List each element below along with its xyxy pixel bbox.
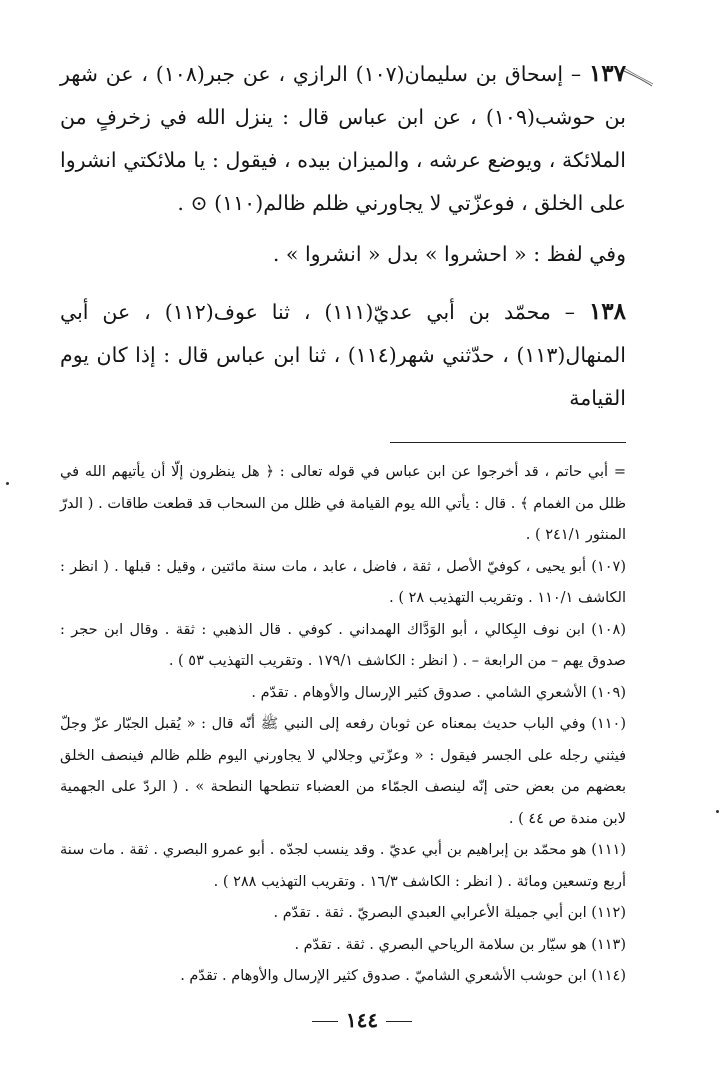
- footnote: = أبي حاتم ، قد أخرجوا عن ابن عباس في قوله تعالى : ﴿ هل ينظرون إلّا أن يأتيهم الله في ظلل من الغمام ﴾ . قال : يأتي الله يوم القيامة في ظلل من السحاب قد قطعت طاقات . ( الدرّ المنثور ٢٤١/١ ) .: [60, 464, 626, 543]
- hadith-137: [60, 52, 626, 225]
- hadith-text: – إسحاق بن سليمان(١٠٧) الرازي ، عن جبر(١٠٨) ، عن شهر بن حوشب(١٠٩) ، عن ابن عباس قال : ينزل الله في زخرفٍ من الملائكة ، ويوضع عرشه ، والميزان بيده ، فيقول : يا ملائكتي انشروا على الخلق ، فوعزّتي لا يجاورني ظلم ظالم(١١٠) ⊙ .: [60, 62, 626, 215]
- page-body: [60, 52, 626, 993]
- hadith-138: [60, 290, 626, 420]
- footnote: (١١٤) ابن حوشب الأشعري الشاميّ . صدوق كثير الإرسال والأوهام . تقدّم .: [180, 968, 626, 984]
- margin-dot: [716, 810, 719, 813]
- footnotes: [60, 457, 626, 993]
- variant-wording: [60, 233, 626, 276]
- footnote: (١٠٧) أبو يحيى ، كوفيّ الأصل ، ثقة ، فاضل ، عابد ، مات سنة مائتين ، وقيل : قبلها . ( انظر : الكاشف ١١٠/١ . وتقريب التهذيب ٢٨ ) .: [60, 558, 626, 606]
- footnote: (١٠٩) الأشعري الشامي . صدوق كثير الإرسال والأوهام . تقدّم .: [251, 684, 626, 701]
- footnote: (١١١) هو محمّد بن إبراهيم بن أبي عديّ . وقد ينسب لجدّه . أبو عمرو البصري . ثقة . مات سنة أربع وتسعين ومائة . ( انظر : الكاشف ١٦/٣ . وتقريب التهذيب ٢٨٨ ) .: [60, 842, 626, 890]
- hadith-number: ١٣٧: [588, 60, 627, 87]
- folio-dash: [312, 1021, 338, 1022]
- hadith-text: – محمّد بن أبي عديّ(١١١) ، ثنا عوف(١١٢) ، عن أبي المنهال(١١٣) ، حدّثني شهر(١١٤) ، ثنا ابن عباس قال : إذا كان يوم القيامة: [60, 300, 626, 410]
- footnote: (١٠٨) ابن نوف البِكالي ، أبو الوَدَّاك الهمداني . كوفي . قال الذهبي : ثقة . وقال ابن حجر : صدوق يهم – من الرابعة – . ( انظر : الكاشف ١٧٩/١ . وتقريب التهذيب ٥٣ ) .: [60, 621, 626, 669]
- margin-dot: [6, 482, 9, 485]
- main-text: [60, 52, 626, 420]
- folio-dash: [386, 1021, 412, 1022]
- page-number: [0, 1008, 724, 1032]
- page-number-text: ١٤٤: [345, 1008, 379, 1032]
- footnote: (١١٢) ابن أبي جميلة الأعرابي العبدي البصريّ . ثقة . تقدّم .: [273, 905, 626, 921]
- hadith-number: ١٣٨: [588, 298, 626, 325]
- footnote-separator: [390, 442, 626, 443]
- variant-text: وفي لفظ : « احشروا » بدل « انشروا » .: [272, 242, 626, 266]
- footnote: (١١٠) وفي الباب حديث بمعناه عن ثوبان رفعه إلى النبي ﷺ أنّه قال : « يُقبل الجبّار عزّ وجلّ فيثني رجله على الجسر فيقول : « وعزّتي وجلالي لا يجاورني اليوم ظلم ظالم فينصف الخلق بعضهم من بعض حتى إنّه لينصف الجمّاء من العضباء تنطحها النطحة » . ( الردّ على الجهمية لابن مندة ص ٤٤ ) .: [60, 716, 626, 827]
- footnote: (١١٣) هو سيّار بن سلامة الرياحي البصري . ثقة . تقدّم .: [294, 936, 626, 953]
